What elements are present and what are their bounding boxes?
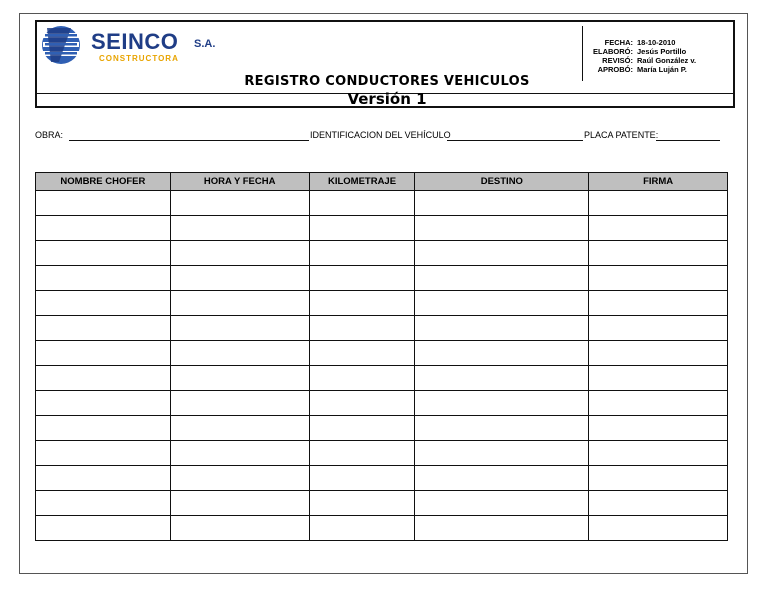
table-cell[interactable] <box>309 241 415 266</box>
header-hora-fecha: HORA Y FECHA <box>170 173 309 191</box>
table-cell[interactable] <box>36 366 171 391</box>
table-cell[interactable] <box>36 516 171 541</box>
table-cell[interactable] <box>589 416 728 441</box>
meta-label: ELABORÓ: <box>593 47 633 56</box>
table-cell[interactable] <box>170 316 309 341</box>
table-cell[interactable] <box>309 216 415 241</box>
table-cell[interactable] <box>589 341 728 366</box>
meta-row-fecha <box>587 38 696 47</box>
header-kilometraje: KILOMETRAJE <box>309 173 415 191</box>
table-cell[interactable] <box>309 366 415 391</box>
table-cell[interactable] <box>36 216 171 241</box>
table-cell[interactable] <box>415 366 589 391</box>
table-cell[interactable] <box>589 466 728 491</box>
table-cell[interactable] <box>589 516 728 541</box>
meta-row-aprobo <box>587 65 696 74</box>
table-cell[interactable] <box>36 266 171 291</box>
table-cell[interactable] <box>589 216 728 241</box>
meta-label: FECHA: <box>604 38 633 47</box>
company-suffix: S.A. <box>194 38 216 50</box>
table-body <box>36 191 728 541</box>
table-cell[interactable] <box>36 291 171 316</box>
table-cell[interactable] <box>36 441 171 466</box>
table-cell[interactable] <box>589 241 728 266</box>
meta-label: REVISÓ: <box>602 56 633 65</box>
placa-label: PLACA PATENTE: <box>584 130 659 140</box>
table-row <box>36 341 728 366</box>
table-cell[interactable] <box>170 391 309 416</box>
table-cell[interactable] <box>170 341 309 366</box>
table-cell[interactable] <box>589 266 728 291</box>
document-header <box>35 20 735 108</box>
meta-label: APROBÓ: <box>597 65 633 74</box>
table-cell[interactable] <box>589 491 728 516</box>
table-cell[interactable] <box>309 316 415 341</box>
table-cell[interactable] <box>170 216 309 241</box>
table-cell[interactable] <box>589 191 728 216</box>
drivers-log-table <box>35 172 728 541</box>
table-row <box>36 291 728 316</box>
table-cell[interactable] <box>36 391 171 416</box>
table-cell[interactable] <box>36 316 171 341</box>
table-cell[interactable] <box>415 241 589 266</box>
table-header-row <box>36 173 728 191</box>
meta-value: Jesús Portillo <box>637 47 687 56</box>
table-cell[interactable] <box>309 441 415 466</box>
table-cell[interactable] <box>589 441 728 466</box>
table-row <box>36 316 728 341</box>
obra-label: OBRA: <box>35 130 64 140</box>
table-cell[interactable] <box>415 466 589 491</box>
table-cell[interactable] <box>170 291 309 316</box>
table-cell[interactable] <box>36 341 171 366</box>
table-cell[interactable] <box>170 241 309 266</box>
table-cell[interactable] <box>415 316 589 341</box>
obra-field-line[interactable] <box>69 140 309 141</box>
table-cell[interactable] <box>170 516 309 541</box>
table-cell[interactable] <box>170 416 309 441</box>
table-cell[interactable] <box>170 491 309 516</box>
meta-row-elaboro <box>587 47 696 56</box>
table-cell[interactable] <box>309 266 415 291</box>
table-cell[interactable] <box>309 191 415 216</box>
header-nombre-chofer: NOMBRE CHOFER <box>36 173 171 191</box>
meta-row-reviso <box>587 56 696 65</box>
header-divider <box>582 26 583 81</box>
company-division: CONSTRUCTORA <box>99 54 179 63</box>
table-cell[interactable] <box>415 191 589 216</box>
meta-value: Raúl González v. <box>637 56 697 65</box>
identificacion-field-line[interactable] <box>447 140 583 141</box>
table-row <box>36 366 728 391</box>
table-row <box>36 266 728 291</box>
table-cell[interactable] <box>589 291 728 316</box>
table-row <box>36 491 728 516</box>
table-cell[interactable] <box>415 266 589 291</box>
table-row <box>36 441 728 466</box>
company-name: SEINCO <box>91 29 179 54</box>
table-cell[interactable] <box>415 416 589 441</box>
meta-value: 18-10-2010 <box>637 38 676 47</box>
table-cell[interactable] <box>415 441 589 466</box>
table-row <box>36 416 728 441</box>
table-cell[interactable] <box>170 266 309 291</box>
table-cell[interactable] <box>309 391 415 416</box>
table-cell[interactable] <box>36 466 171 491</box>
table-cell[interactable] <box>36 241 171 266</box>
table-cell[interactable] <box>309 516 415 541</box>
table-cell[interactable] <box>36 191 171 216</box>
table-row <box>36 191 728 216</box>
table-cell[interactable] <box>170 191 309 216</box>
table-cell[interactable] <box>170 366 309 391</box>
table-cell[interactable] <box>309 466 415 491</box>
table-cell[interactable] <box>415 216 589 241</box>
placa-field-line[interactable] <box>656 140 720 141</box>
header-firma: FIRMA <box>589 173 728 191</box>
header-destino: DESTINO <box>415 173 589 191</box>
table-row <box>36 391 728 416</box>
table-cell[interactable] <box>589 366 728 391</box>
table-row <box>36 466 728 491</box>
table-cell[interactable] <box>309 341 415 366</box>
table-cell[interactable] <box>309 491 415 516</box>
table-cell[interactable] <box>415 291 589 316</box>
table-cell[interactable] <box>170 466 309 491</box>
table-cell[interactable] <box>36 491 171 516</box>
table-cell[interactable] <box>36 416 171 441</box>
table-cell[interactable] <box>589 316 728 341</box>
table-cell[interactable] <box>415 516 589 541</box>
table-cell[interactable] <box>415 391 589 416</box>
table-cell[interactable] <box>589 391 728 416</box>
table-row <box>36 216 728 241</box>
table-cell[interactable] <box>309 416 415 441</box>
table-cell[interactable] <box>415 341 589 366</box>
table-row <box>36 241 728 266</box>
table-cell[interactable] <box>170 441 309 466</box>
document-title: REGISTRO CONDUCTORES VEHICULOS <box>244 74 530 89</box>
document-version: Versión 1 <box>347 90 427 108</box>
document-meta <box>587 38 696 74</box>
company-logo-icon <box>41 24 85 66</box>
table-row <box>36 516 728 541</box>
identificacion-label: IDENTIFICACION DEL VEHÍCULO <box>310 130 451 140</box>
table-cell[interactable] <box>309 291 415 316</box>
meta-value: María Luján P. <box>637 65 687 74</box>
table-cell[interactable] <box>415 491 589 516</box>
